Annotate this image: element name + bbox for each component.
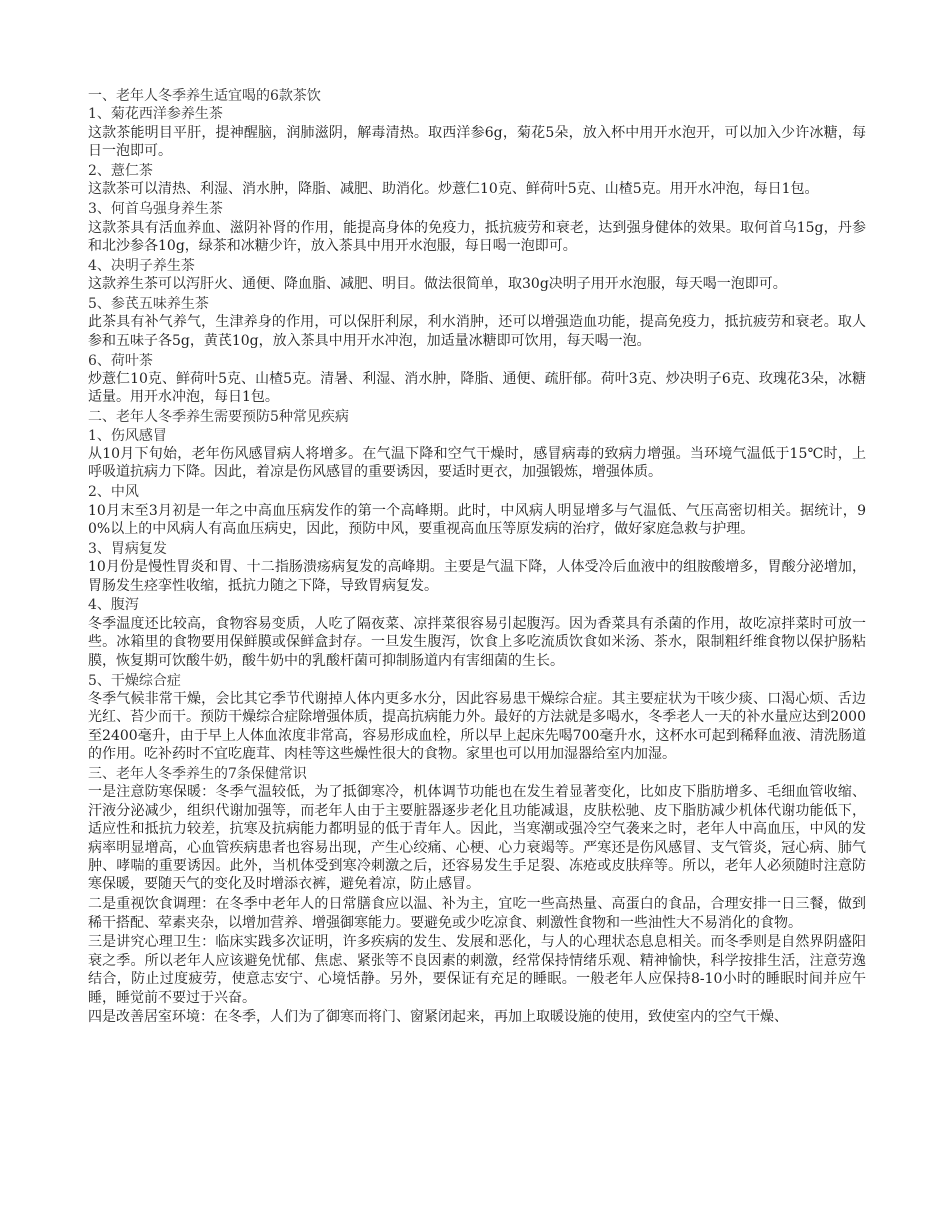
paragraph: 四是改善居室环境：在冬季，人们为了御寒而将门、窗紧闭起来，再加上取暖设施的使用，致使室内的空气干燥、	[88, 1009, 788, 1026]
paragraph: 10月份是慢性胃炎和胃、十二指肠溃疡病复发的高峰期。主要是气温下降，人体受冷后血液中的组胺酸增多，胃酸分泌增加，胃肠发生痉挛性收缩，抵抗力随之下降，导致胃病复发。	[88, 559, 866, 594]
subsection-heading: 3、何首乌强身养生茶	[88, 201, 223, 218]
paragraph: 这款茶能明目平肝，提神醒脑，润肺滋阴，解毒清热。取西洋参6g，菊花5朵，放入杯中用开水泡开，可以加入少许冰糖，每日一泡即可。	[88, 124, 866, 160]
paragraph: 这款茶可以清热、利湿、消水肿，降脂、减肥、助消化。炒薏仁10克、鲜荷叶5克、山楂5克。用开水冲泡，每日1包。	[88, 181, 819, 198]
paragraph: 这款茶具有活血养血、滋阴补肾的作用，能提高身体的免疫力，抵抗疲劳和衰老，达到强身健体的效果。取何首乌15g，丹参和北沙参各10g，绿茶和冰糖少许，放入茶具中用开水泡服，每日喝一泡即可。	[88, 219, 866, 255]
subsection-heading: 1、伤风感冒	[88, 427, 167, 444]
paragraph: 这款养生茶可以泻肝火、通便、降血脂、减肥、明目。做法很简单，取30g决明子用开水泡服，每天喝一泡即可。	[88, 276, 787, 293]
subsection-heading: 3、胃病复发	[88, 540, 167, 557]
subsection-heading: 1、菊花西洋参养生茶	[88, 106, 223, 123]
document-body	[88, 87, 866, 1028]
subsection-heading: 6、荷叶茶	[88, 352, 153, 369]
paragraph: 从10月下旬始，老年伤风感冒病人将增多。在气温下降和空气干燥时，感冒病毒的致病力增强。当环境气温低于15℃时，上呼吸道抗病力下降。因此，着凉是伤风感冒的重要诱因，要适时更衣，加强锻炼，增强体质。	[88, 446, 866, 481]
paragraph: 三是讲究心理卫生：临床实践多次证明，许多疾病的发生、发展和恶化，与人的心理状态息息相关。而冬季则是自然界阴盛阳衰之季。所以老年人应该避免忧郁、焦虑、紧张等不良因素的刺激，经常保持情绪乐观、精神愉快，科学按排生活，注意劳逸结合，防止过度疲劳，使意志安宁、心境恬静。另外，要保证有充足的睡眠。一般老年人应保持8-10小时的睡眠时间并应午睡，睡觉前不要过于兴奋。	[88, 934, 866, 1006]
paragraph: 二是重视饮食调理：在冬季中老年人的日常膳食应以温、补为主，宜吃一些高热量、高蛋白的食品，合理安排一日三餐，做到稀干搭配、荤素夹杂，以增加营养、增强御寒能力。要避免或少吃凉食、刺激性食物和一些油性大不易消化的食物。	[88, 896, 866, 931]
paragraph: 10月末至3月初是一年之中高血压病发作的第一个高峰期。此时，中风病人明显增多与气温低、气压高密切相关。据统计，90%以上的中风病人有高血压病史，因此，预防中风，要重视高血压等原发病的治疗，做好家庭急救与护理。	[88, 502, 866, 538]
subsection-heading: 4、决明子养生茶	[88, 257, 195, 274]
paragraph: 此茶具有补气养气，生津养身的作用，可以保肝利尿，利水消肿，还可以增强造血功能，提高免疫力，抵抗疲劳和衰老。取人参和五味子各5g，黄芪10g，放入茶具中用开水冲泡，加适量冰糖即可饮用，每天喝一泡。	[88, 314, 866, 349]
paragraph: 炒薏仁10克、鲜荷叶5克、山楂5克。清暑、利湿、消水肿，降脂、通便、疏肝郁。荷叶3克、炒决明子6克、玫瑰花3朵，冰糖适量。用开水冲泡，每日1包。	[88, 371, 866, 406]
subsection-heading: 4、腹泻	[88, 597, 139, 614]
paragraph: 冬季温度还比较高，食物容易变质，人吃了隔夜菜、凉拌菜很容易引起腹泻。因为香菜具有杀菌的作用，故吃凉拌菜时可放一些。冰箱里的食物要用保鲜膜或保鲜盒封存。一旦发生腹泻，饮食上多吃流质饮食如米汤、茶水，限制粗纤维食物以保护肠粘膜，恢复期可饮酸牛奶，酸牛奶中的乳酸杆菌可抑制肠道内有害细菌的生长。	[88, 615, 866, 669]
subsection-heading: 2、中风	[88, 484, 139, 501]
subsection-heading: 2、薏仁茶	[88, 163, 153, 180]
section-heading: 三、老年人冬季养生的7条保健常识	[88, 765, 307, 782]
subsection-heading: 5、干燥综合症	[88, 672, 181, 689]
subsection-heading: 5、参芪五味养生茶	[88, 296, 209, 313]
section-heading: 二、老年人冬季养生需要预防5种常见疾病	[88, 409, 349, 426]
paragraph: 一是注意防寒保暖：冬季气温较低，为了抵御寒冷，机体调节功能也在发生着显著变化，比如皮下脂肪增多、毛细血管收缩、汗液分泌减少，组织代谢加强等，而老年人由于主要脏器逐步老化且功能减退，皮肤松驰、皮下脂肪减少机体代谢功能低下，适应性和抵抗力较差，抗寒及抗病能力都明显的低于青年人。因此，当寒潮或强冷空气袭来之时，老年人中高血压，中风的发病率明显增高，心血管疾病患者也容易出现，产生心绞痛、心梗、心力衰竭等。严寒还是伤风感冒、支气管炎，冠心病、肺气肿、哮喘的重要诱因。此外，当机体受到寒冷刺激之后，还容易发生手足裂、冻疮或皮肤痒等。所以，老年人必须随时注意防寒保暖，要随天气的变化及时增添衣裤，避免着凉，防止感冒。	[88, 784, 866, 893]
section-heading: 一、老年人冬季养生适宜喝的6款茶饮	[88, 88, 321, 104]
paragraph: 冬季气候非常干燥，会比其它季节代谢掉人体内更多水分，因此容易患干燥综合症。其主要症状为干咳少痰、口渴心烦、舌边光红、苔少而干。预防干燥综合症除增强体质，提高抗病能力外。最好的方法就是多喝水，冬季老人一天的补水量应达到2000至2400毫升，由于早上人体血浓度非常高，容易形成血栓，所以早上起床先喝700毫升水，这杯水可起到稀释血液、清洗肠道的作用。吃补药时不宜吃鹿茸、肉桂等这些燥性很大的食物。家里也可以用加湿器给室内加湿。	[88, 690, 866, 763]
